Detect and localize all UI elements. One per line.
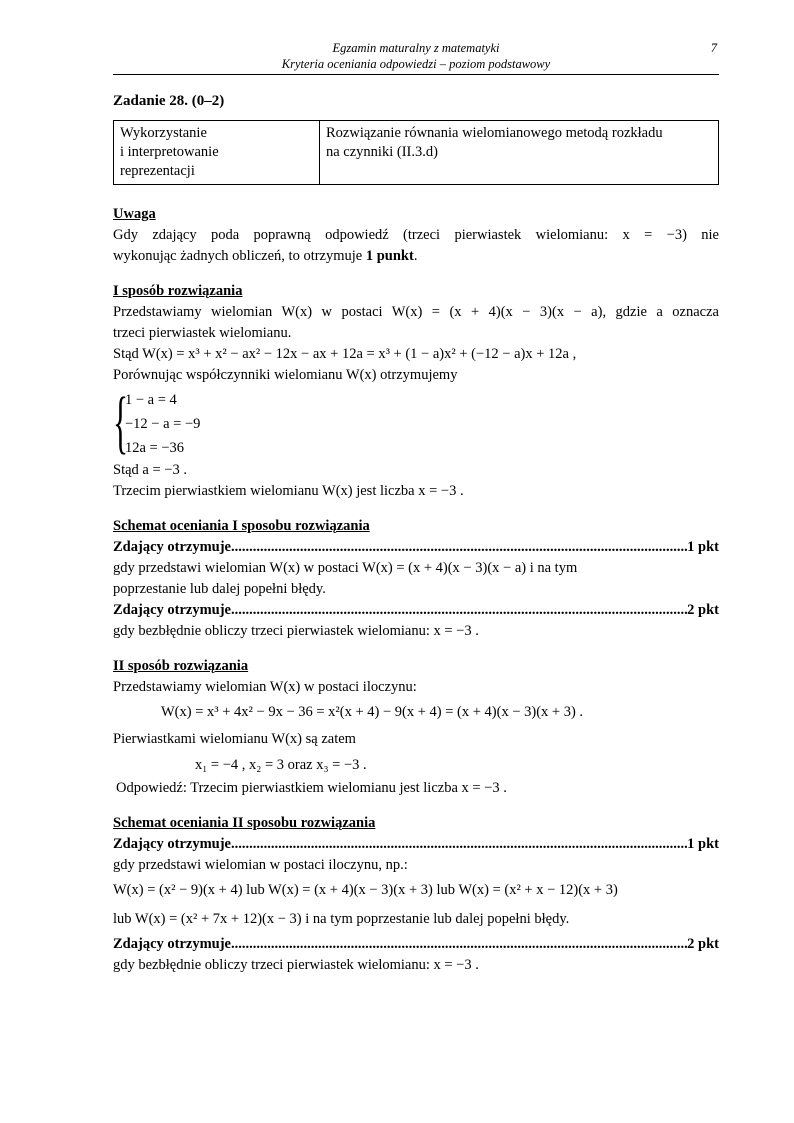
- scheme2-item2: [113, 934, 719, 955]
- scheme1-item2-label: Zdający otrzymuje: [113, 602, 231, 618]
- method2-answer: Odpowiedź: Trzecim pierwiastkiem wielomianu jest liczba x = −3 .: [116, 780, 507, 796]
- scheme1-item1-line-2: poprzestanie lub dalej popełni błędy.: [113, 581, 326, 597]
- scheme2-item1-points: 1 pkt: [687, 836, 719, 852]
- method2-heading: II sposób rozwiązania: [113, 658, 249, 674]
- criteria-description-line: na czynniki (II.3.d): [326, 144, 438, 160]
- system-equation: −12 − a = −9: [125, 416, 201, 432]
- method1-line-5: Stąd a = −3 .: [113, 462, 187, 478]
- method1-line-3: Stąd W(x) = x³ + x² − ax² − 12x − ax + 12a = x³ + (1 − a)x² + (−12 − a)x + 12a ,: [113, 346, 577, 362]
- scheme2-item1: [113, 834, 719, 855]
- criteria-category-line: Wykorzystanie: [120, 125, 207, 141]
- note-end: .: [413, 248, 418, 264]
- page: [113, 40, 719, 976]
- method2-line-2: Pierwiastkami wielomianu W(x) są zatem: [113, 731, 356, 747]
- method2-line-1: Przedstawiamy wielomian W(x) w postaci iloczynu:: [113, 679, 417, 695]
- scheme2-item1-line-2: W(x) = (x² − 9)(x + 4) lub W(x) = (x + 4)(x − 3)(x + 3) lub W(x) = (x² + x − 12)(x + 3): [113, 882, 618, 898]
- brace-icon: {: [113, 384, 129, 461]
- system-rows: [125, 388, 200, 460]
- method1-line-1: Przedstawiamy wielomian W(x) w postaci W(x) = (x + 4)(x − 3)(x − a), gdzie a oznacza: [113, 304, 719, 320]
- system-equation: 1 − a = 4: [125, 392, 177, 408]
- scheme2-item2-line-1: gdy bezbłędnie obliczy trzeci pierwiastek wielomianu: x = −3 .: [113, 957, 479, 973]
- note-line-1: Gdy zdający poda poprawną odpowiedź (trzeci pierwiastek wielomianu: x = −3) nie: [113, 227, 719, 243]
- method1-line-6: Trzecim pierwiastkiem wielomianu W(x) jest liczba x = −3 .: [113, 483, 464, 499]
- method1-line-2: trzeci pierwiastek wielomianu.: [113, 325, 292, 341]
- note-points: 1 punkt: [365, 248, 414, 264]
- page-header: [113, 40, 719, 75]
- leader-dots: [231, 834, 687, 855]
- method2-equation: W(x) = x³ + 4x² − 9x − 36 = x²(x + 4) − 9(x + 4) = (x + 4)(x − 3)(x + 3) .: [161, 704, 584, 720]
- equation-system: [113, 384, 719, 461]
- method2-roots: x₁ = −4 , x₂ = 3 oraz x₃ = −3 .: [195, 757, 367, 773]
- note-line-2: [113, 246, 719, 267]
- system-equation: 12a = −36: [125, 440, 185, 456]
- scheme2-item1-line-3: lub W(x) = (x² + 7x + 12)(x − 3) i na tym poprzestanie lub dalej popełni błędy.: [113, 911, 570, 927]
- leader-dots: [231, 600, 687, 621]
- method1-line-4: Porównując współczynniki wielomianu W(x) otrzymujemy: [113, 367, 458, 383]
- criteria-description-cell: [320, 121, 719, 185]
- scheme1-item2-points: 2 pkt: [687, 602, 719, 618]
- scheme1-item2: [113, 600, 719, 621]
- scheme1-item1-line-1: gdy przedstawi wielomian W(x) w postaci W(x) = (x + 4)(x − 3)(x − a) i na tym: [113, 560, 578, 576]
- scheme2-item1-line-1: gdy przedstawi wielomian w postaci iloczynu, np.:: [113, 857, 408, 873]
- task-title: Zadanie 28. (0–2): [113, 93, 225, 109]
- scheme1-item1: [113, 537, 719, 558]
- scheme1-item1-label: Zdający otrzymuje: [113, 539, 231, 555]
- note-heading: Uwaga: [113, 206, 156, 222]
- scheme2-item2-points: 2 pkt: [687, 936, 719, 952]
- criteria-category-line: reprezentacji: [120, 163, 195, 179]
- scheme1-item1-points: 1 pkt: [687, 539, 719, 555]
- scheme2-heading: Schemat oceniania II sposobu rozwiązania: [113, 815, 376, 831]
- header-title: Egzamin maturalny z matematyki: [332, 41, 500, 55]
- scheme2-item1-label: Zdający otrzymuje: [113, 836, 231, 852]
- page-number: 7: [710, 41, 717, 55]
- scheme2-item2-label: Zdający otrzymuje: [113, 936, 231, 952]
- leader-dots: [231, 537, 687, 558]
- scheme1-heading: Schemat oceniania I sposobu rozwiązania: [113, 518, 370, 534]
- criteria-category-cell: [114, 121, 320, 185]
- scheme1-item2-line-1: gdy bezbłędnie obliczy trzeci pierwiastek wielomianu: x = −3 .: [113, 623, 479, 639]
- note-text: wykonując żadnych obliczeń, to otrzymuje: [113, 248, 366, 264]
- criteria-category-line: i interpretowanie: [120, 144, 219, 160]
- leader-dots: [231, 934, 687, 955]
- method1-heading: I sposób rozwiązania: [113, 283, 243, 299]
- criteria-table: [113, 120, 719, 185]
- criteria-description-line: Rozwiązanie równania wielomianowego metodą rozkładu: [326, 125, 663, 141]
- header-subtitle: Kryteria oceniania odpowiedzi – poziom podstawowy: [281, 57, 551, 71]
